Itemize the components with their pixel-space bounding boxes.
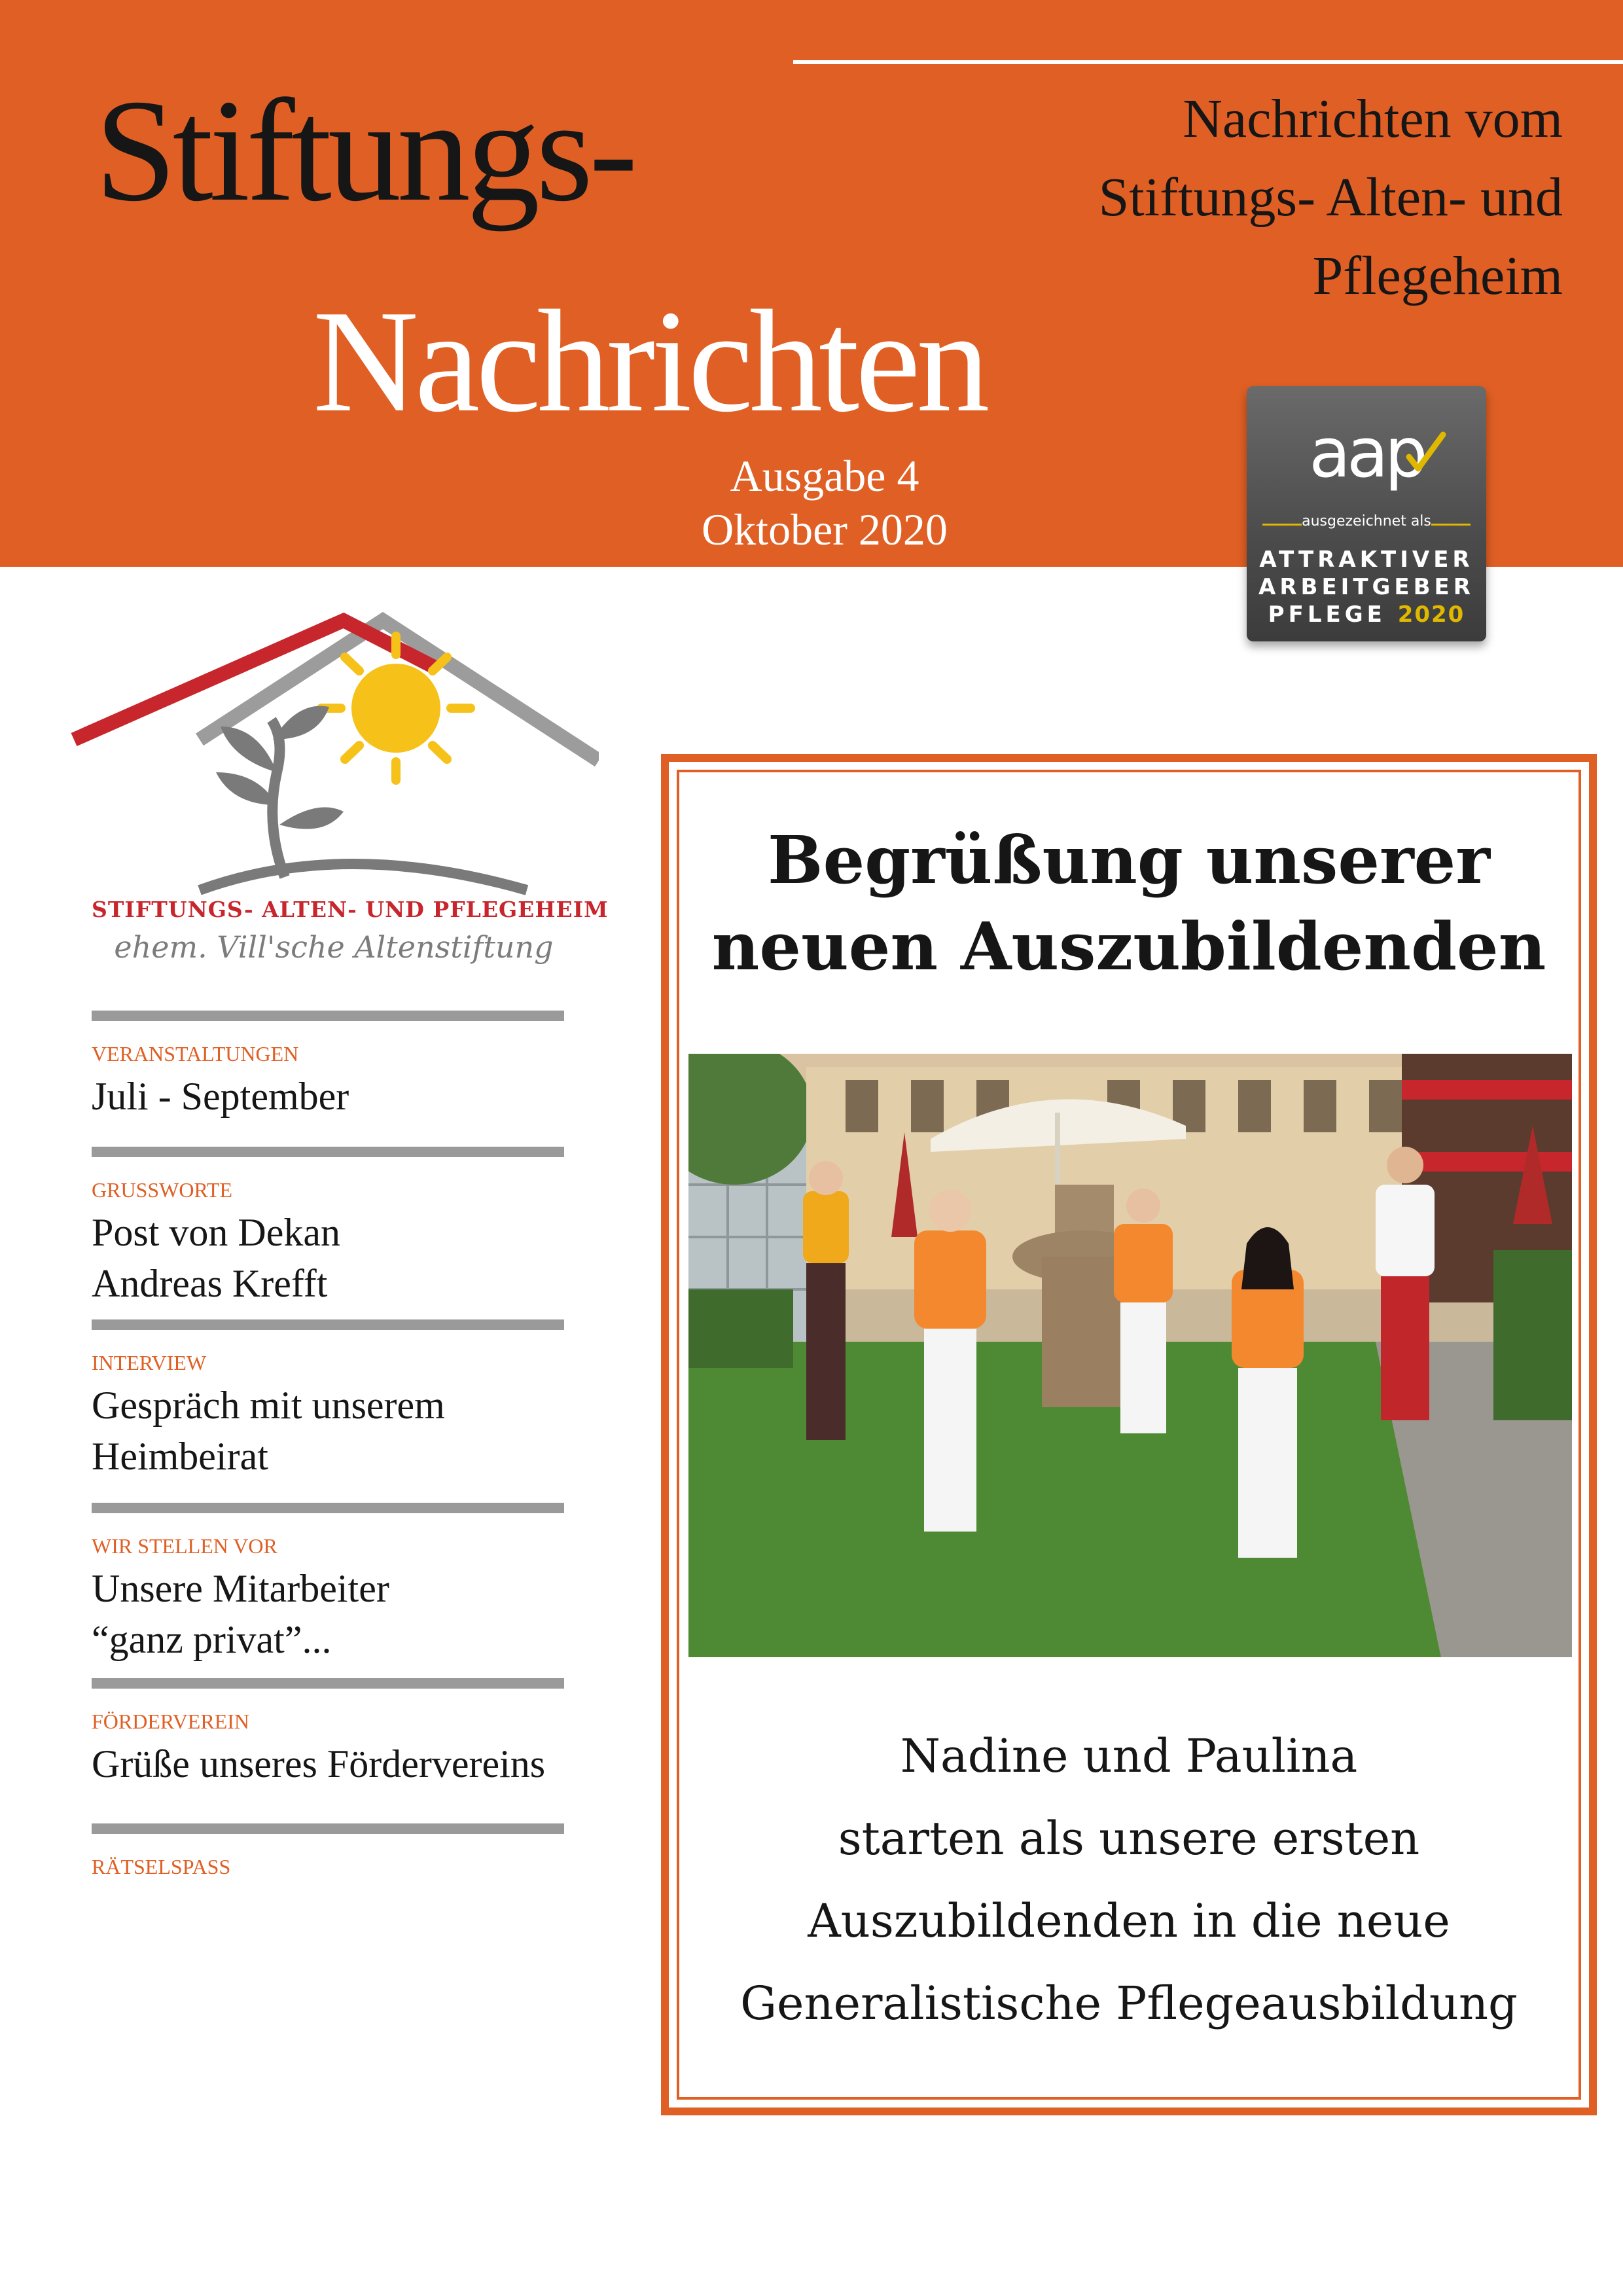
toc-category: FÖRDERVEREIN (92, 1710, 249, 1733)
person (914, 1190, 986, 1532)
sun-icon (351, 664, 440, 753)
header-rule (793, 60, 1623, 64)
toc-divider (92, 1503, 564, 1513)
badge-pflege: PFLEGE (1268, 601, 1386, 628)
person (1232, 1227, 1304, 1558)
title-line-1: Stiftungs- (95, 69, 634, 232)
caption-line: starten als unsere ersten (838, 1812, 1420, 1865)
toc-divider (92, 1678, 564, 1689)
toc-item[interactable] (92, 1678, 564, 1823)
caption-line: Nadine und Paulina (900, 1729, 1358, 1783)
toc-item[interactable] (92, 1147, 564, 1319)
toc-title-line: Gespräch mit unserem (92, 1384, 445, 1427)
toc-item[interactable] (92, 1319, 564, 1503)
toc-category: VERANSTALTUNGEN (92, 1042, 299, 1066)
subtitle (908, 80, 1563, 315)
home-name: STIFTUNGS- ALTEN- UND PFLEGEHEIM (92, 897, 609, 922)
toc-divider (92, 1823, 564, 1834)
toc-title-line: Post von Dekan (92, 1211, 340, 1254)
headline-line: Begrüßung unserer (768, 821, 1490, 899)
toc-category: INTERVIEW (92, 1351, 207, 1374)
issue-info (674, 449, 975, 556)
toc-divider (92, 1319, 564, 1330)
plant-leaf (279, 807, 344, 829)
issue-number: Ausgabe 4 (730, 451, 919, 501)
toc-title-line: “ganz privat”... (92, 1618, 332, 1661)
feature-headline (681, 817, 1577, 990)
award-badge (1247, 386, 1486, 641)
feature-photo (688, 1054, 1572, 1657)
badge-line-3 (1247, 603, 1486, 626)
issue-date: Oktober 2020 (702, 505, 948, 554)
title-line-2: Nachrichten (313, 280, 986, 442)
subtitle-line: Nachrichten vom (1183, 88, 1563, 149)
plant-leaf (273, 706, 329, 740)
subtitle-line: Pflegeheim (1312, 245, 1563, 306)
toc-title-line: Heimbeirat (92, 1435, 268, 1478)
plant-stem (272, 720, 285, 877)
toc-category: WIR STELLEN VOR (92, 1534, 277, 1558)
aap-logo-text: aap (1309, 416, 1424, 493)
person (1376, 1147, 1435, 1420)
toc-divider (92, 1147, 564, 1157)
badge-small-text: ausgezeichnet als (1302, 513, 1431, 529)
badge-line-1: ATTRAKTIVER (1259, 547, 1474, 573)
feature-caption (681, 1715, 1577, 2045)
caption-line: Auszubildenden in die neue (808, 1894, 1450, 1948)
toc-title (92, 1380, 564, 1482)
toc-divider (92, 1011, 564, 1021)
toc-title: Juli - September (92, 1075, 349, 1118)
toc-title: Grüße unseres Fördervereins (92, 1742, 546, 1785)
toc-category: RÄTSELSPASS (92, 1855, 231, 1878)
toc-title-line: Unsere Mitarbeiter (92, 1567, 389, 1610)
table-of-contents (92, 1011, 564, 1889)
aap-logo (1247, 416, 1486, 495)
person (1114, 1189, 1173, 1433)
toc-item[interactable] (92, 1503, 564, 1678)
caption-line: Generalistische Pflegeausbildung (740, 1977, 1518, 2030)
hill (200, 864, 527, 890)
subtitle-line: Stiftungs- Alten- und (1098, 167, 1563, 228)
toc-title (92, 1563, 564, 1665)
toc-item[interactable] (92, 1011, 564, 1147)
headline-line: neuen Auszubildenden (711, 908, 1546, 985)
toc-title (92, 1207, 564, 1309)
badge-line-2: ARBEITGEBER (1258, 574, 1474, 600)
person (803, 1161, 849, 1440)
toc-item[interactable] (92, 1823, 564, 1889)
plant-leaf (221, 726, 277, 772)
plant-leaf (216, 772, 277, 805)
toc-title-line: Andreas Krefft (92, 1262, 328, 1305)
home-former-name: ehem. Vill'sche Altenstiftung (114, 929, 554, 965)
toc-category: GRUSSWORTE (92, 1178, 232, 1202)
badge-year: 2020 (1397, 601, 1465, 628)
